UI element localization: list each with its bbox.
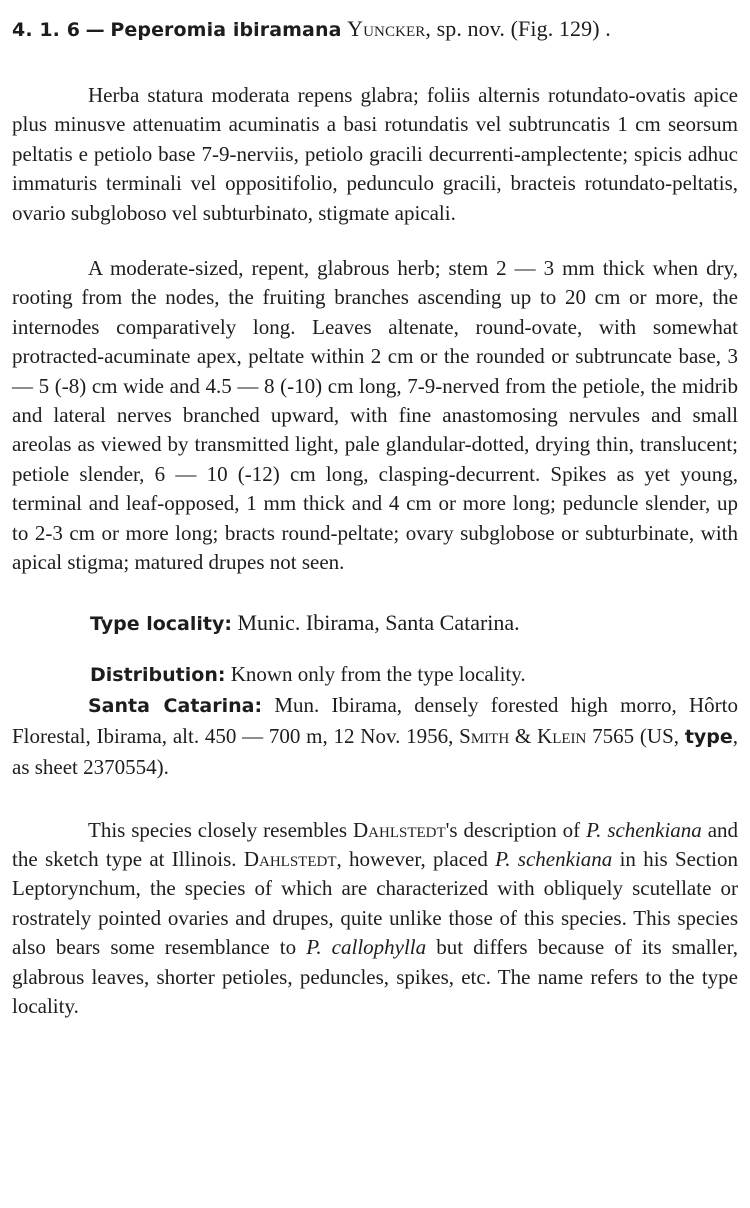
specimen-number: 7565 (US, xyxy=(592,723,680,748)
remarks-text-1: This species closely resembles xyxy=(88,817,348,842)
type-locality-label: Type locality: xyxy=(90,612,232,635)
remarks-text-5: in his Section Leptorynchum, the species of which are characterized with obliquely scutellate or rostrately pointed ovaries and drupes, quite unlike those of this species. This species also bears some resemblance to xyxy=(12,846,738,960)
english-description-block xyxy=(12,254,738,577)
heading-dash: — xyxy=(85,19,105,41)
author-dahlstedt-2: Dahlstedt xyxy=(243,846,337,871)
species-ref-callophylla: P. callophylla xyxy=(306,935,427,960)
species-status: , sp. nov. (Fig. 129) . xyxy=(425,16,611,41)
section-number: 4. 1. 6 xyxy=(12,19,81,41)
distribution-label: Distribution: xyxy=(90,663,226,686)
state-label: Santa Catarina: xyxy=(88,694,263,717)
type-locality xyxy=(12,608,738,639)
distribution-line xyxy=(12,659,738,690)
remarks-text-3: and the sketch type at Illinois. xyxy=(12,817,739,871)
species-name: Peperomia ibiramana xyxy=(110,19,342,41)
remarks-paragraph xyxy=(12,816,738,1022)
author-dahlstedt: Dahlstedt xyxy=(352,817,446,842)
latin-description-block xyxy=(12,81,738,228)
remarks-block xyxy=(12,816,738,1022)
english-description: A moderate-sized, repent, glabrous herb; stem 2 — 3 mm thick when dry, rooting from the nodes, the fruiting branches ascending up to 20 cm or more, the internodes comparatively long. Leaves altenate, round-ovate, with somewhat protracted-acuminate apex, peltate within 2 cm or the rounded or subtruncate base, 3 — 5 (-8) cm wide and 4.5 — 8 (-10) cm long, 7-9-nerved from the petiole, the midrib and lateral nerves branched upward, with fine anastomosing nervules and small areolas as viewed by transmitted light, pale glandular-dotted, drying thin, translucent; petiole slender, 6 — 10 (-12) cm long, clasping-decurrent. Spikes as yet young, terminal and leaf-opposed, 1 mm thick and 4 cm or more long; peduncle slender, up to 2-3 cm or more long; bracts round-peltate; ovary subglobose or subturbinate, with apical stigma; matured drupes not seen. xyxy=(12,256,738,575)
species-heading xyxy=(12,14,738,45)
species-author: Yuncker xyxy=(347,16,426,41)
distribution-section xyxy=(12,659,738,782)
latin-description: Herba statura moderata repens glabra; foliis alternis rotundato-ovatis apice plus minusve attenuatim acuminatis a basi rotundatis vel subtruncatis 1 cm seorsum peltatis e petiolo base 7-9-nerviis, petiolo gracili decurrenti-amplectente; spicis adhuc immaturis terminali vel oppositifolio, pedunculo gracili, bracteis rotundato-peltatis, ovario subgloboso vel subturbinato, stigmate apicali. xyxy=(12,83,738,225)
specimen-locality: Mun. Ibirama, densely forested high morro, Hôrto Florestal, Ibirama, alt. 450 — 700 m, 12 Nov. 1956, xyxy=(12,692,739,748)
remarks-text-2: 's description of xyxy=(445,817,581,842)
species-ref-schenkiana: P. schenkiana xyxy=(586,817,702,842)
type-designation: type xyxy=(684,725,733,748)
specimen-sheet: , as sheet 2370554). xyxy=(12,723,739,779)
species-ref-schenkiana-2: P. schenkiana xyxy=(495,846,613,871)
specimen-collectors: Smith & Klein xyxy=(459,723,587,748)
remarks-text-4: , however, placed xyxy=(336,846,488,871)
remarks-text-6: but differs because of its smaller, glabrous leaves, shorter petioles, peduncles, spikes, etc. The name refers to the type locality. xyxy=(12,935,738,1018)
type-locality-value: Munic. Ibirama, Santa Catarina. xyxy=(237,609,520,635)
specimen-record xyxy=(12,690,738,782)
distribution-value: Known only from the type locality. xyxy=(230,661,526,686)
